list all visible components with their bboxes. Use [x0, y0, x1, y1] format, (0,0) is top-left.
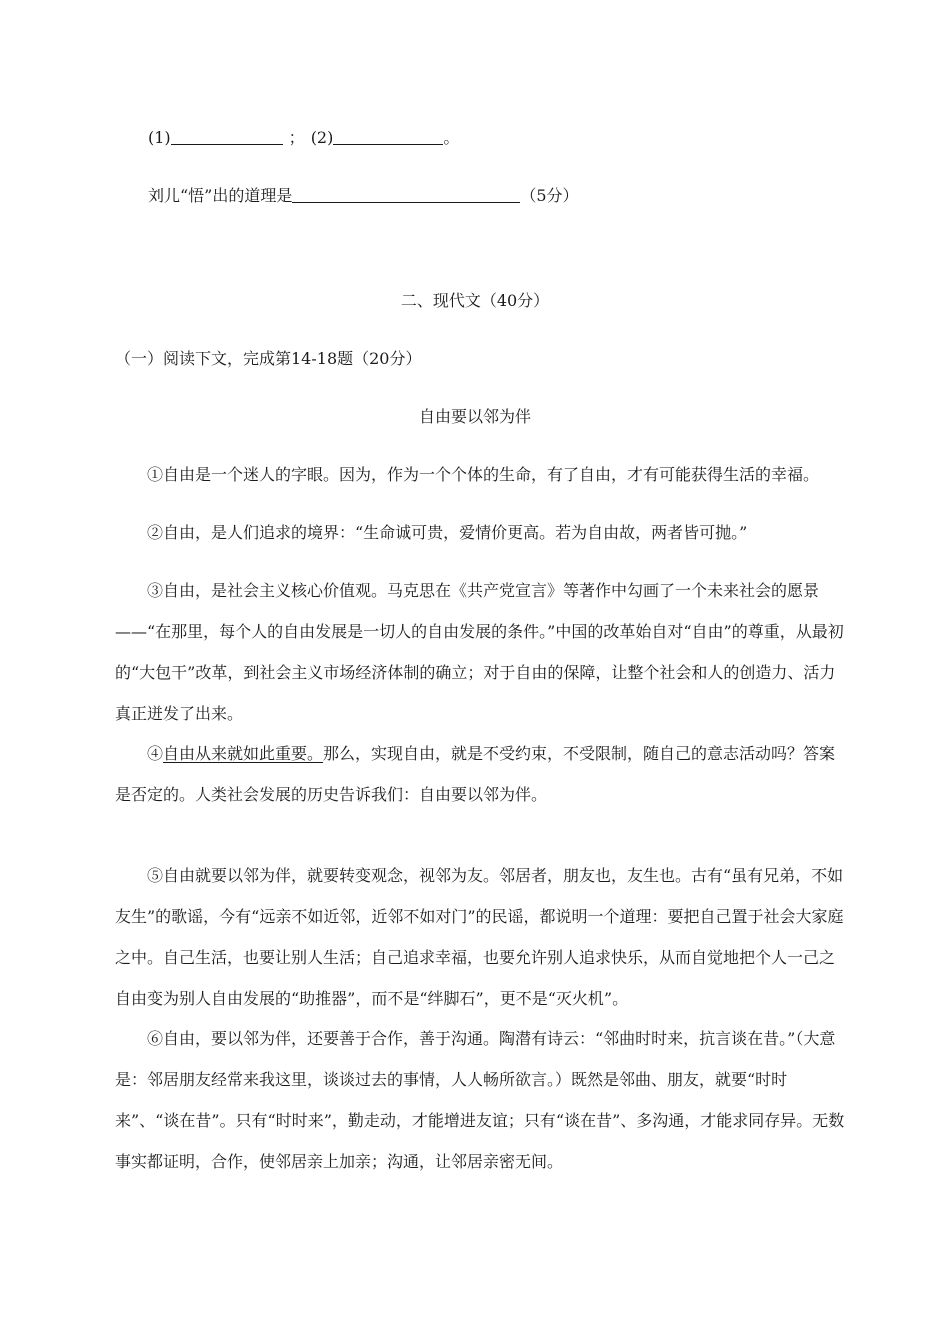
- subsection-title: （一）阅读下文，完成第14-18题（20分）: [115, 349, 422, 368]
- question-answer-blank[interactable]: [292, 186, 520, 203]
- answer-end-mark: 。: [443, 128, 460, 147]
- answer-item1-label: (1): [148, 128, 171, 147]
- article-paragraph-6: ⑥自由，要以邻为伴，还要善于合作，善于沟通。陶潜有诗云：“邻曲时时来，抗言谈在昔。”（大意是：邻居朋友经常来我这里，谈谈过去的事情，人人畅所欲言。）既然是邻曲、朋友，就要“时时来”、“谈在昔”。只有“时时来”，勤走动，才能增进友谊；只有“谈在昔”、多沟通，才能求同存异。无数事实都证明，合作，使邻居亲上加亲；沟通，让邻居亲密无间。: [115, 1029, 845, 1171]
- answer-blanks-line: [148, 128, 459, 148]
- article-paragraph-2: ②自由，是人们追求的境界：“生命诚可贵，爱情价更高。若为自由故，两者皆可抛。”: [147, 523, 748, 542]
- answer-blank-1[interactable]: [171, 128, 283, 145]
- article-paragraph-1: ①自由是一个迷人的字眼。因为，作为一个个体的生命，有了自由，才有可能获得生活的幸福。: [147, 465, 820, 484]
- article-title: 自由要以邻为伴: [418, 407, 531, 426]
- question-score: （5分）: [520, 186, 579, 205]
- answer-item2-label: (2): [310, 128, 334, 147]
- answer-blank-2[interactable]: [333, 128, 443, 145]
- paragraph-4-underlined-sentence: 自由从来就如此重要。: [163, 744, 324, 763]
- answer-separator: ；: [288, 128, 305, 147]
- question-line: [148, 186, 579, 206]
- article-paragraph-5: ⑤自由就要以邻为伴，就要转变观念，视邻为友。邻居者，朋友也，友生也。古有“虽有兄弟，不如友生”的歌谣，今有“远亲不如近邻，近邻不如对门”的民谣，都说明一个道理：要把自己置于社会大家庭之中。自己生活，也要让别人生活；自己追求幸福，也要允许别人追求快乐，从而自觉地把个人一己之自由变为别人自由发展的“助推器”，而不是“绊脚石”，更不是“灭火机”。: [115, 866, 844, 1008]
- article-paragraph-4: [115, 733, 845, 815]
- paragraph-4-number: ④: [147, 744, 164, 763]
- paragraph-4-rest: 那么，实现自由，就是不受约束，不受限制，随自己的意志活动吗？答案是否定的。人类社会发展的历史告诉我们：自由要以邻为伴。: [115, 744, 836, 804]
- article-paragraph-3: ③自由，是社会主义核心价值观。马克思在《共产党宣言》等著作中勾画了一个未来社会的愿景——“在那里，每个人的自由发展是一切人的自由发展的条件。”中国的改革始自对“自由”的尊重，从最初的“大包干”改革，到社会主义市场经济体制的确立；对于自由的保障，让整个社会和人的创造力、活力真正迸发了出来。: [115, 581, 844, 723]
- section-title: 二、现代文（40分）: [400, 291, 550, 310]
- question-prefix: 刘儿“悟”出的道理是: [148, 186, 293, 205]
